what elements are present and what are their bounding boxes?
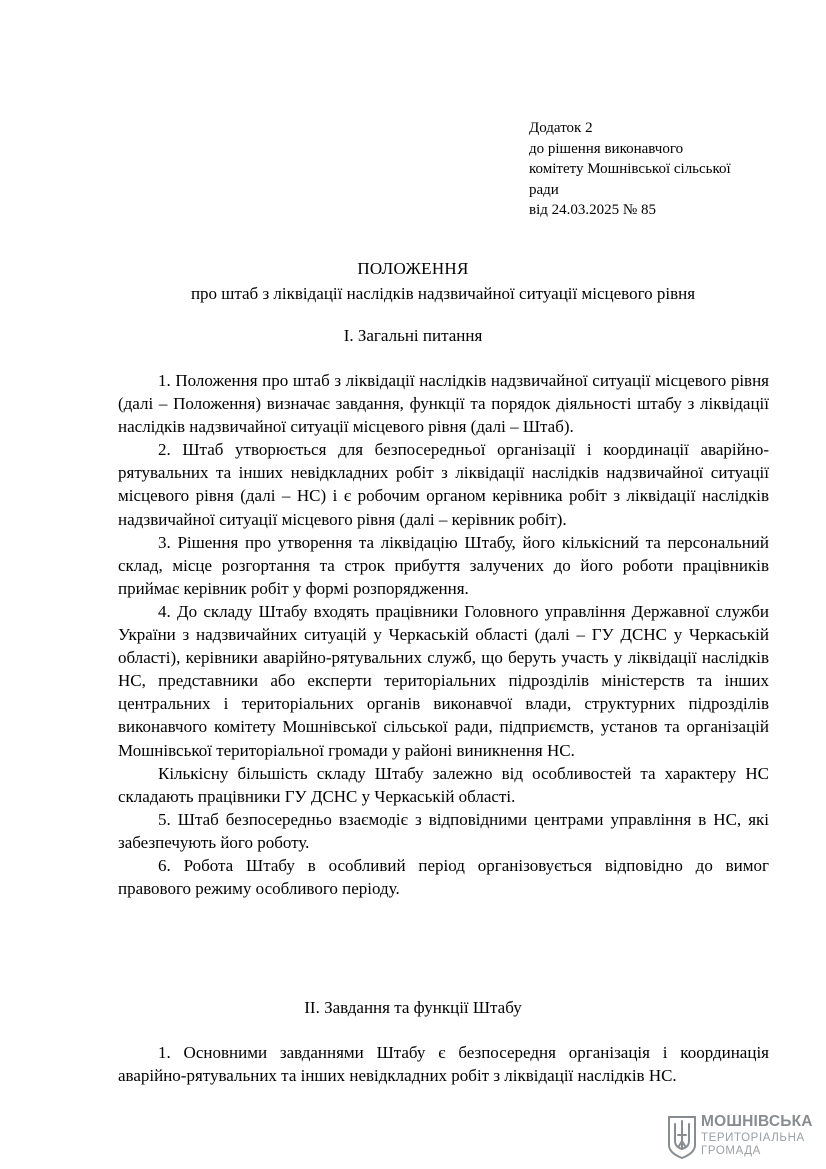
paragraph: 1. Положення про штаб з ліквідації наслідків надзвичайної ситуації місцевого рівня (далі – Положення) визначає завдання, функції та порядок діяльності штабу з ліквідації наслідків надзвичайної ситуації місцевого рівня (далі – Штаб). bbox=[118, 371, 769, 437]
section-heading: II. Завдання та функції Штабу bbox=[304, 998, 522, 1017]
appendix-note bbox=[529, 118, 779, 221]
appendix-line: комітету Мошнівської сільської bbox=[529, 161, 731, 178]
appendix-line: до рішення виконавчого bbox=[529, 140, 684, 157]
section-heading: I. Загальні питання bbox=[343, 326, 483, 345]
document-title: ПОЛОЖЕННЯ bbox=[357, 259, 469, 278]
paragraph: 6. Робота Штабу в особливий період організовується відповідно до вимог правового режиму особливого періоду. bbox=[118, 855, 769, 899]
document-subtitle: про штаб з ліквідації наслідків надзвичайної ситуації місцевого рівня bbox=[190, 284, 696, 303]
community-logo bbox=[667, 1113, 817, 1161]
appendix-line: ради bbox=[529, 181, 559, 198]
tryzub-emblem-icon bbox=[667, 1115, 697, 1159]
section-body bbox=[118, 369, 769, 900]
paragraph: 1. Основними завданнями Штабу є безпосередня організація і координація аварійно-рятувальних та інших невідкладних робіт з ліквідації наслідків НС. bbox=[118, 1043, 769, 1086]
logo-subtitle: ТЕРИТОРІАЛЬНА bbox=[701, 1132, 805, 1144]
logo-subtitle: ГРОМАДА bbox=[701, 1145, 761, 1157]
appendix-line: Додаток 2 bbox=[529, 120, 593, 136]
paragraph: 4. До складу Штабу входять працівники Головного управління Державної служби України з надзвичайних ситуацій у Черкаській області (далі – ГУ ДСНС у Черкаській області), керівники аварійно-рятувальних служб, що беруть участь у ліквідації наслідків НС, представники або експерти територіальних підрозділів міністерств та інших центральних і територіальних органів виконавчої влади, структурних підрозділів виконавчого комітету Мошнівської сільської ради, підприємств, установ та організацій Мошнівської територіальної громади у районі виникнення НС. bbox=[118, 601, 769, 760]
logo-name: МОШНІВСЬКА bbox=[701, 1113, 813, 1130]
section-body bbox=[118, 1041, 769, 1087]
paragraph: 2. Штаб утворюється для безпосередньої організації і координації аварійно-рятувальних та інших невідкладних робіт з ліквідації наслідків надзвичайної ситуації місцевого рівня (далі – НС) і є робочим органом керівника робіт з ліквідації наслідків надзвичайної ситуації місцевого рівня (далі – керівник робіт). bbox=[118, 440, 769, 529]
paragraph: 5. Штаб безпосередньо взаємодіє з відповідними центрами управління в НС, які забезпечують його роботу. bbox=[118, 809, 769, 852]
appendix-line: від 24.03.2025 № 85 bbox=[529, 202, 656, 219]
paragraph: 3. Рішення про утворення та ліквідацію Штабу, його кількісний та персональний склад, місце розгортання та строк прибуття залучених до його роботи працівників приймає керівник робіт у формі розпорядження. bbox=[118, 532, 769, 598]
paragraph: Кількісну більшість складу Штабу залежно від особливостей та характеру НС складають працівники ГУ ДСНС у Черкаській області. bbox=[118, 763, 769, 806]
